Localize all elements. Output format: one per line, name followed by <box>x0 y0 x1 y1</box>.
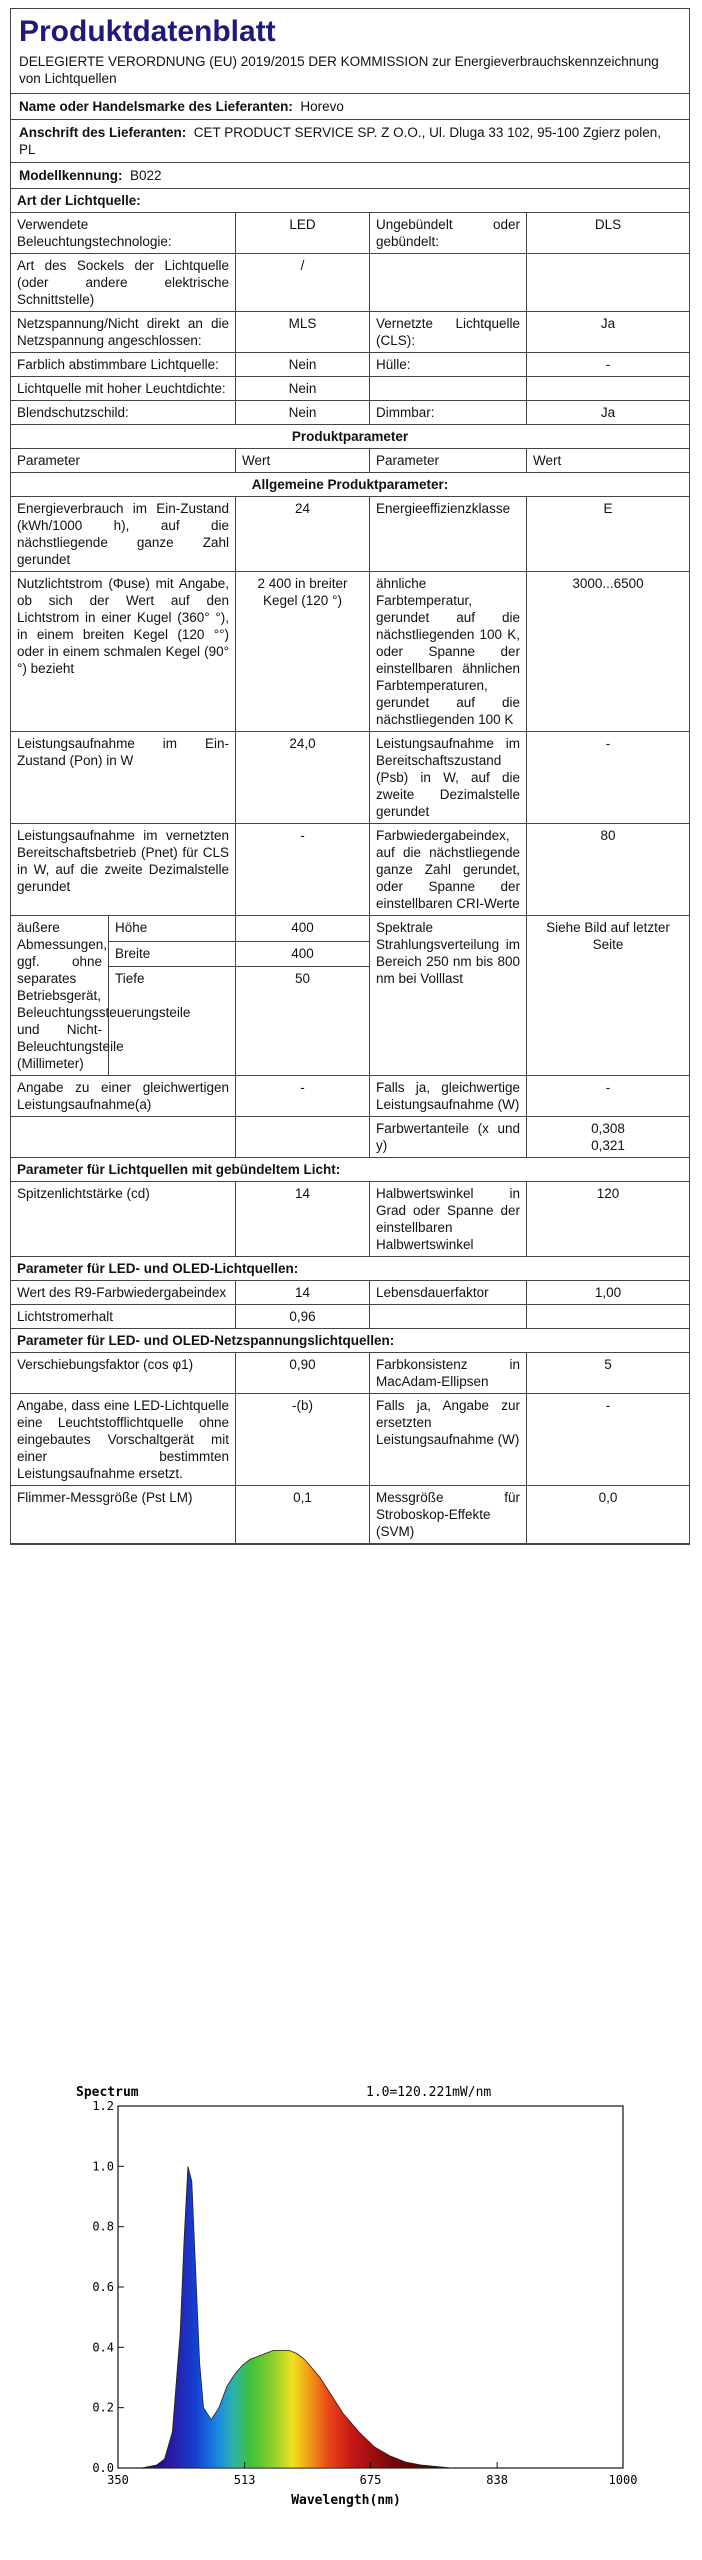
chart-annotation: 1.0=120.221mW/nm <box>366 2085 492 2100</box>
col-value-header: Wert <box>527 449 689 473</box>
x-axis-label: Wavelength(nm) <box>291 2493 401 2508</box>
param-label: ähnliche Farbtemperatur, gerundet auf die nächstliegenden 100 K, oder Spanne der einstellbaren ähnlichen Farbtemperaturen, gerundet auf die nächstliegenden 100 K <box>370 572 527 732</box>
param-value: 0,1 <box>236 1486 370 1544</box>
param-value: E <box>527 497 689 572</box>
y-tick-label: 1.2 <box>92 2099 114 2113</box>
led-heading: Parameter für LED- und OLED-Lichtquellen: <box>11 1257 689 1281</box>
param-value: - <box>527 732 689 824</box>
y-tick-label: 0.8 <box>92 2219 114 2234</box>
param-label: Ungebündelt oder gebündelt: <box>370 213 527 254</box>
supplier-name: Horevo <box>300 99 344 114</box>
param-label: Verwendete Beleuchtungstechnologie: <box>11 213 236 254</box>
param-label <box>370 377 527 401</box>
param-value: - <box>527 353 689 377</box>
general-table <box>11 497 689 916</box>
mains-table <box>11 1353 689 1544</box>
x-tick-label: 675 <box>359 2473 382 2487</box>
light-source-type-heading: Art der Lichtquelle: <box>11 189 689 213</box>
param-label: Dimmbar: <box>370 401 527 425</box>
y-tick-label: 0.6 <box>92 2280 114 2294</box>
param-label: Farbkonsistenz in MacAdam-Ellipsen <box>370 1353 527 1394</box>
model-label: Modellkennung: <box>19 168 123 183</box>
mains-heading: Parameter für LED- und OLED-Netzspannungslichtquellen: <box>11 1329 689 1353</box>
x-tick-label: 1000 <box>608 2473 638 2487</box>
param-label: Lichtquelle mit hoher Leuchtdichte: <box>11 377 236 401</box>
supplier-address-row <box>11 120 689 163</box>
dim-name: Höhe <box>109 916 236 942</box>
param-value: Nein <box>236 353 370 377</box>
general-params-heading: Allgemeine Produktparameter: <box>11 473 689 497</box>
param-value: 0,96 <box>236 1305 370 1329</box>
col-value-header: Wert <box>236 449 370 473</box>
dim-value: 400 <box>236 942 370 968</box>
col-param-header: Parameter <box>11 449 236 473</box>
more-table <box>11 1076 689 1158</box>
param-label: Art des Sockels der Lichtquelle (oder andere elektrische Schnittstelle) <box>11 254 236 312</box>
model-row <box>11 163 689 189</box>
param-value: Nein <box>236 377 370 401</box>
param-value <box>527 254 689 312</box>
param-label: Verschiebungsfaktor (cos φ1) <box>11 1353 236 1394</box>
param-value: Ja <box>527 401 689 425</box>
param-label: Angabe, dass eine LED-Lichtquelle eine Leuchtstofflichtquelle ohne eingebautes Vorschaltgerät mit einer bestimmten Leistungsaufnahme ersetzt. <box>11 1394 236 1486</box>
spectral-distribution-label: Spektrale Strahlungsverteilung im Bereich 250 nm bis 800 nm bei Volllast <box>370 916 527 1076</box>
param-value: 14 <box>236 1182 370 1257</box>
param-label: Leistungsaufnahme im Ein-Zustand (Pon) in W <box>11 732 236 824</box>
y-tick-label: 0.2 <box>92 2400 114 2415</box>
datasheet-title: Produktdatenblatt <box>19 15 276 48</box>
param-label <box>11 1117 236 1158</box>
dim-value: 50 <box>236 967 370 1076</box>
param-label: Farbwertanteile (x und y) <box>370 1117 527 1158</box>
param-label: Lebensdauerfaktor <box>370 1281 527 1305</box>
param-label: Vernetzte Lichtquelle (CLS): <box>370 312 527 353</box>
param-label: Halbwertswinkel in Grad oder Spanne der einstellbaren Halbwertswinkel <box>370 1182 527 1257</box>
param-label: Farblich abstimmbare Lichtquelle: <box>11 353 236 377</box>
param-label: Flimmer-Messgröße (Pst LM) <box>11 1486 236 1544</box>
param-value: MLS <box>236 312 370 353</box>
param-label: Leistungsaufnahme im vernetzten Bereitschaftsbetrieb (Pnet) für CLS in W, auf die zweite Dezimalstelle gerundet <box>11 824 236 916</box>
param-value: - <box>527 1394 689 1486</box>
param-label: Falls ja, Angabe zur ersetzten Leistungsaufnahme (W) <box>370 1394 527 1486</box>
param-value: 5 <box>527 1353 689 1394</box>
type-table <box>11 213 689 425</box>
spectral-distribution-value: Siehe Bild auf letzter Seite <box>527 916 689 1076</box>
param-value: 2 400 in breiter Kegel (120 °) <box>236 572 370 732</box>
supplier-address: CET PRODUCT SERVICE SP. Z O.O., Ul. Dluga 33 102, 95-100 Zgierz polen, PL <box>19 125 661 157</box>
y-tick-label: 0.0 <box>92 2461 114 2475</box>
dimensions-label: äußere Abmessungen, ggf. ohne separates Betriebsgerät, Beleuchtungssteuerungsteile und Nicht-Beleuchtungsteile (Millimeter) <box>11 916 109 1076</box>
param-label <box>370 1305 527 1329</box>
supplier-name-row <box>11 94 689 120</box>
param-value: - <box>236 1076 370 1117</box>
param-label: Spitzenlichtstärke (cd) <box>11 1182 236 1257</box>
param-value <box>527 1305 689 1329</box>
directional-table <box>11 1182 689 1257</box>
param-value: -(b) <box>236 1394 370 1486</box>
product-params-heading: Produktparameter <box>11 425 689 449</box>
chart-title: Spectrum <box>76 2085 139 2100</box>
directional-heading: Parameter für Lichtquellen mit gebündeltem Licht: <box>11 1158 689 1182</box>
spectrum-chart <box>76 2082 638 2512</box>
param-label: Leistungsaufnahme im Bereitschaftszustand (Psb) in W, auf die zweite Dezimalstelle gerundet <box>370 732 527 824</box>
x-tick-label: 513 <box>233 2473 256 2487</box>
y-tick-label: 0.4 <box>92 2340 114 2355</box>
param-value: Ja <box>527 312 689 353</box>
param-value: 3000...6500 <box>527 572 689 732</box>
dim-name: Tiefe <box>109 967 236 1076</box>
param-value: LED <box>236 213 370 254</box>
dim-value: 400 <box>236 916 370 942</box>
param-label: Wert des R9-Farbwiedergabeindex <box>11 1281 236 1305</box>
spectrum-svg <box>76 2082 638 2512</box>
param-label: Messgröße für Stroboskop-Effekte (SVM) <box>370 1486 527 1544</box>
param-value: 14 <box>236 1281 370 1305</box>
x-tick-label: 838 <box>486 2473 508 2487</box>
param-label: Falls ja, gleichwertige Leistungsaufnahme (W) <box>370 1076 527 1117</box>
model-id: B022 <box>130 168 162 183</box>
y-tick-label: 1.0 <box>92 2159 114 2174</box>
param-label: Blendschutzschild: <box>11 401 236 425</box>
param-label: Energieverbrauch im Ein-Zustand (kWh/1000 h), auf die nächstliegende ganze Zahl gerundet <box>11 497 236 572</box>
col-param-header: Parameter <box>370 449 527 473</box>
supplier-name-label: Name oder Handelsmarke des Lieferanten: <box>19 99 293 114</box>
param-value: 0,0 <box>527 1486 689 1544</box>
param-value: DLS <box>527 213 689 254</box>
regulation-intro: DELEGIERTE VERORDNUNG (EU) 2019/2015 DER KOMMISSION zur Energieverbrauchskennzeichnung von Lichtquellen <box>11 53 689 94</box>
param-value: - <box>236 824 370 916</box>
param-value <box>527 377 689 401</box>
param-value: - <box>527 1076 689 1117</box>
supplier-address-label: Anschrift des Lieferanten: <box>19 125 187 140</box>
param-value: / <box>236 254 370 312</box>
param-value: Nein <box>236 401 370 425</box>
x-tick-label: 350 <box>107 2473 129 2487</box>
product-datasheet <box>10 8 690 1545</box>
param-label: Farbwiedergabeindex, auf die nächstliegende ganze Zahl gerundet, oder Spanne der einstellbaren CRI-Werte <box>370 824 527 916</box>
param-label: Angabe zu einer gleichwertigen Leistungsaufnahme(a) <box>11 1076 236 1117</box>
params-header <box>11 449 689 473</box>
param-label: Netzspannung/Nicht direkt an die Netzspannung angeschlossen: <box>11 312 236 353</box>
dim-name: Breite <box>109 942 236 968</box>
param-label <box>370 254 527 312</box>
param-value: 120 <box>527 1182 689 1257</box>
param-label: Hülle: <box>370 353 527 377</box>
param-value: 0,90 <box>236 1353 370 1394</box>
param-label: Lichtstromerhalt <box>11 1305 236 1329</box>
param-value <box>236 1117 370 1158</box>
dimensions-table <box>11 916 689 1076</box>
param-label: Nutzlichtstrom (Φuse) mit Angabe, ob sich der Wert auf den Lichtstrom in einer Kugel (360° °), in einem breiten Kegel (120 °°) oder in einem schmalen Kegel (90° °) bezieht <box>11 572 236 732</box>
param-value: 24 <box>236 497 370 572</box>
param-label: Energieeffizienzklasse <box>370 497 527 572</box>
led-table <box>11 1281 689 1329</box>
param-value: 24,0 <box>236 732 370 824</box>
param-value: 0,308 0,321 <box>527 1117 689 1158</box>
param-value: 1,00 <box>527 1281 689 1305</box>
param-value: 80 <box>527 824 689 916</box>
